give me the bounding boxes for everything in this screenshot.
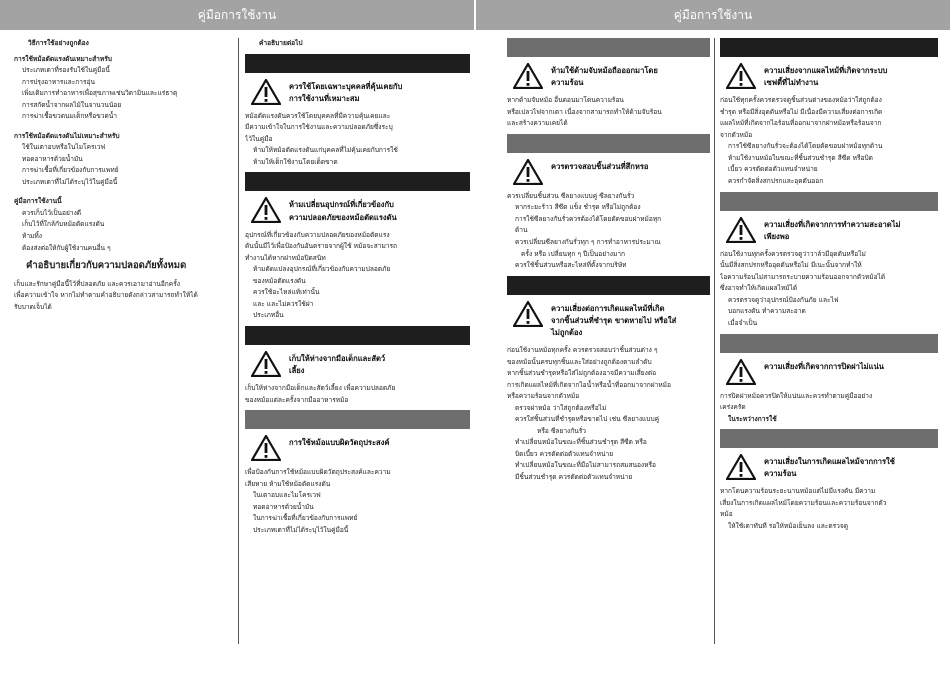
list-item: บิดเบี้ยว ควรตัดต่อตัวแทนจำหน่าย (515, 449, 614, 458)
warning-title: จากชิ้นส่วนที่ชำรุด ขาดหายไป หรือใส่ (551, 315, 677, 325)
warning-block (726, 217, 938, 243)
column-warnings-1 (245, 38, 470, 537)
list-item: ตรวจฝาหม้อ ว่าใส่ถูกต้องหรือไม่ (515, 403, 607, 412)
list-item: ทอดอาหารด้วยน้ำมัน (22, 154, 83, 163)
warning-title: ความเสี่ยงที่เกิดจากการปิดฝาไม่แน่น (764, 361, 884, 371)
warning-block (251, 197, 470, 223)
column-divider (238, 38, 239, 644)
list-item: ควรตรวจดูว่าอุปกรณ์ป้องกันภัย และไฟ (728, 295, 839, 304)
section-bar (245, 54, 470, 73)
column-divider (714, 38, 715, 644)
warning-icon (251, 435, 281, 461)
body-line: และสร้างความเคยได้ (507, 119, 568, 128)
body-line: หากด้ามจับหม้อ อื่นตอนมาโดนความร้อน (507, 96, 624, 105)
section-bar (720, 192, 938, 211)
warning-icon (251, 351, 281, 377)
warning-icon (251, 197, 281, 223)
body-line: ควรเปลี่ยนชิ้นส่วน ซีลยางแบบคู่ ซีลยางกันรั่ว (507, 191, 635, 200)
section-bar (507, 134, 710, 153)
body-line: หม้อ (720, 510, 733, 519)
body-line: เก็บให้ห่างจากมือเด็กและสัตว์เลี้ยง เพื่อความปลอดภัย (245, 384, 396, 393)
warning-icon (513, 63, 543, 89)
list-item: เมื่อจำเป็น (728, 319, 758, 327)
warning-icon (726, 359, 756, 385)
section-title: การใช้หม้อตัดแรงดันเหมาะสำหรับ (14, 54, 112, 63)
warning-icon (726, 454, 756, 480)
body-line: ก่อนใช้งานหม้อทุกครั้ง ควรตรวจสอบว่าชิ้นส่วนต่าง ๆ (507, 346, 658, 355)
list-item: ครั้ง หรือ เปลี่ยนทุก ๆ ปีเป็นอย่างมาก (521, 249, 626, 258)
list-item: ของหม้อตัดแรงดัน (253, 276, 306, 285)
section-bar (507, 38, 710, 57)
body-line: ซึ่งอาจทำให้เกิดแผลไหม้ได้ (720, 284, 798, 293)
warning-icon (726, 63, 756, 89)
list-item: การฆ่าเชื้อขวดนมเด็กหรือขวดน้ำ (22, 112, 117, 121)
warning-icon (251, 79, 281, 105)
emphasis-line: ในระหว่างการใช้ (728, 414, 777, 423)
warning-title: ความเสี่ยงในการเกิดแผลไหม้จากการใช้ (764, 457, 895, 467)
list-item: หรือ ซีลยางกันรั่ว (537, 426, 586, 435)
warning-title: ควรตรวจสอบชิ้นส่วนที่สึกหรอ (551, 161, 649, 171)
body-line: หากชิ้นส่วนชำรุดหรือใส่ไม่ถูกต้องอาจมีความเสี่ยงต่อ (507, 369, 657, 378)
column-warnings-2 (507, 38, 710, 483)
safety-heading: คำอธิบายเกี่ยวกับความปลอดภัยทั้งหมด (26, 260, 187, 272)
warning-title: ความปลอดภัยของหม้อตัดแรงดัน (289, 212, 397, 222)
body-line: อุปกรณ์ที่เกี่ยวข้องกับความปลอดภัยของหม้อตัดแรง (245, 230, 390, 239)
list-item: เก็บไว้ที่ใกล้กับหม้อตัดแรงดัน (22, 220, 105, 229)
body-line: การปิดฝาหม้อควรปิดให้แน่นและควรทำตามคู่มืออย่าง (720, 391, 873, 400)
body-line: รับบาดเจ็บได้ (14, 302, 52, 311)
body-line: ของหม้อนั้นครบทุกชิ้นและใส่อย่างถูกต้องตามลำดับ (507, 357, 652, 366)
column-warnings-3 (720, 38, 938, 533)
list-item: ควรใช้อะไหล่แท้เท่านั้น (253, 288, 320, 297)
list-item: ต้องส่งต่อให้กับผู้ใช้งานคนอื่น ๆ (22, 243, 111, 252)
warning-title: การใช้งานที่เหมาะสม (289, 93, 360, 103)
warning-title: ความร้อน (764, 469, 797, 479)
warning-title: เพียงพอ (764, 231, 790, 241)
warning-block (251, 351, 470, 377)
warning-icon (513, 159, 543, 185)
warning-title: การใช้หม้อแบบผิดวัตถุประสงค์ (289, 438, 390, 448)
warning-icon (726, 217, 756, 243)
section-title: การใช้หม้อตัดแรงดันไม่เหมาะสำหรับ (14, 131, 120, 140)
body-line: เก็บและรักษาคู่มือนี้ไว้ที่ปลอดภัย และควรเอามาอ่านอีกครั้ง (14, 279, 180, 288)
intro-line: คำอธิบายต่อไป (259, 39, 303, 47)
body-line: การเกิดแผลไหม้ที่เกิดจากไอน้ำหรือน้ำที่ออกมาจากฝาหม้อ (507, 380, 671, 389)
list-item: การปรุงอาหารและการอุ่น (22, 77, 95, 86)
section-title: วิธีการใช้อย่างถูกต้อง (28, 39, 89, 47)
list-item: ทอดอาหารด้วยน้ำมัน (253, 502, 314, 511)
warning-title: ความเสี่ยงจากแผลไหม้ที่เกิดจากระบบ (764, 66, 888, 75)
warning-title: ห้ามเปลี่ยนอุปกรณ์ที่เกี่ยวข้องกับ (289, 200, 394, 210)
list-item: ควรเก็บไว้เป็นอย่างดี (22, 208, 82, 217)
list-item: ทำเปลี่ยนหม้อในขณะที่ชิ้นส่วนชำรุด สีซีด หรือ (515, 438, 647, 447)
warning-title: เลี้ยง (289, 366, 305, 376)
section-title: คู่มือการใช้งานนี้ (14, 197, 62, 206)
warning-block (726, 359, 938, 385)
body-line: ก่อนใช้งานทุกครั้งควรตรวจดูว่าวาล์วมีอุดตันหรือไม่ (720, 249, 866, 258)
list-item: ประเภทเตาที่ไม่ได้ระบุไว้ในคู่มือนี้ (22, 177, 118, 186)
section-bar (507, 276, 710, 295)
list-item: ห้ามทิ้ง (22, 231, 42, 240)
list-item: ประเภทเตาที่ไม่ได้ระบุไว้ในคู่มือนี้ (253, 526, 349, 534)
warning-block (251, 79, 470, 105)
section-bar (245, 410, 470, 429)
list-item: มีชิ้นส่วนชำรุด ควรตัดต่อตัวแทนจำหน่าย (515, 472, 633, 481)
section-bar (720, 38, 938, 57)
list-item: ห้ามตัดแปลงอุปกรณ์ที่เกี่ยวข้องกับความปลอดภัย (253, 265, 391, 274)
body-line: หรือความร้อนจากตัวหม้อ (507, 392, 580, 401)
body-line: แผลไหม้ที่เกิดจากไอร้อนที่ออกมาจากฝาหม้อหรือร้อนจาก (720, 119, 882, 128)
list-item: ให้ใช้เตาทันที รอให้หม้อเย็นลง และตรวจดู (728, 522, 849, 530)
warning-title: ไม่ถูกต้อง (551, 327, 583, 337)
warning-block (513, 63, 710, 89)
list-item: ด้าน (515, 226, 528, 235)
list-item: การสกัดน้ำจากผลไม้ในจานวนน้อย (22, 100, 122, 109)
list-item: ใช้ในเตาอบหรือในไมโครเวฟ (22, 143, 106, 152)
header-right: คู่มือการใช้งาน (476, 0, 950, 30)
list-item: เพิ่มเติมการทำอาหารเพื่อสุขภาพเช่นวิตามินและแร่ธาตุ (22, 89, 178, 98)
list-item: ห้ามใช้งานหม้อในขณะที่ชิ้นส่วนชำรุด สีซีด หรือบิด (728, 153, 873, 162)
body-line: ของหม้อแต่ละครั้งจากมืออาหารหม้อ (245, 395, 349, 404)
body-line: ชำรุด หรือมีสิ่งอุดตันหรือไม่ มีเนื่องมีความเสี่ยงต่อการเกิด (720, 107, 883, 116)
body-line: มีความเข้าใจในการใช้งานและความปลอดภัยซึ่งระบุ (245, 123, 393, 132)
body-line: เคร่งครัด (720, 403, 746, 412)
body-line: เพื่อป้องกันการใช้หม้อแบบผิดวัตถุประสงค์และความ (245, 468, 391, 477)
body-line: ทำงานได้หากฝาหม้อปิดสนิท (245, 253, 326, 262)
list-item: การฆ่าเชื้อที่เกี่ยวข้องกับการแพทย์ (22, 166, 119, 175)
body-line: ไอความร้อนไม่สามารถระบายความร้อนออกจากตัวหม้อได้ (720, 272, 886, 281)
warning-block (251, 435, 470, 461)
body-line: จากตัวหม้อ (720, 130, 753, 139)
body-line: หากระยะร้าว สีซีด แข็ง ชำรุด หรือไม่ถูกต้อง (515, 203, 641, 212)
list-item: ควรใช้ชิ้นส่วนหรือสะไหล่ที่ตั้งจากบริษัท (515, 261, 627, 270)
list-item: ห้ามให้เด็กใช้งานโดยเด็ดขาด (253, 157, 338, 166)
warning-block (513, 159, 710, 185)
body-line: หากโดนความร้อนระยะนานหม้อแต่ไม่มีแรงดัน มีความ (720, 487, 876, 496)
list-item: ควรกำจัดสิ่งสกปรกและอุดตันออก (728, 177, 824, 185)
body-line: หม้อตัดแรงดันควรใช้โดยบุคคลที่มีความคุ้นเคยและ (245, 111, 391, 120)
body-line: นั้นมีสิ่งสกปรกหรืออุดตันหรือไม่ มีเนะนั้นจากทำให้ (720, 261, 862, 270)
warning-block (726, 454, 938, 480)
list-item: เบี้ยว ควรตัดต่อตัวแทนจำหน่าย (728, 165, 818, 174)
warning-title: เก็บให้ห่างจากมือเด็กและสัตว์ (289, 354, 386, 363)
warning-title: ความเสี่ยงที่เกิดจากการทำความสะอาดไม่ (764, 219, 901, 229)
section-bar (720, 429, 938, 448)
header-left: คู่มือการใช้งาน (0, 0, 474, 30)
section-bar (245, 326, 470, 345)
list-item: ควรเปลี่ยนซีลยางกันรั่วทุก ๆ การทำอาหารประมาณ (515, 238, 661, 246)
body-line: ดันนั้นมีไว้เพื่อป้องกันอันตรายจากผู้ใช้ หม้อจะสามารถ (245, 242, 398, 251)
list-item: และ และไม่ควรใช้ฝา (253, 299, 314, 308)
body-line: ก่อนใช้ทุกครั้งควรตรวจดูชิ้นส่วนต่างของหม้อว่าใส่ถูกต้อง (720, 96, 882, 105)
list-item: บอกแรงดัน ทำความสะอาด (728, 307, 806, 316)
section-bar (720, 334, 938, 353)
list-item: การใช้ซีลยางกันรั่วควรต้องได้โดยตัดขอบฝาหม้อทุก (515, 214, 662, 223)
list-item: ในการฆ่าเชื้อที่เกี่ยวข้องกับการแพทย์ (253, 514, 358, 523)
list-item: การใช้ซีลยางกันรั่วจะต้องได้โดยตัดขอบฝาหม้อทุกด้าน (728, 142, 883, 151)
body-line: เสี่ยงในการเกิดแผลไหม้โดยความร้อนและความร้อนจากตัว (720, 498, 887, 507)
section-bar (245, 172, 470, 191)
warning-title: ควรใช้โดยเฉพาะบุคคลที่คุ้นเคยกับ (289, 81, 403, 91)
warning-title: ความเสี่ยงต่อการเกิดแผลไหม้ที่เกิด (551, 303, 665, 313)
list-item: ในเตาอบและไมโครเวฟ (253, 491, 321, 500)
warning-block (513, 301, 710, 339)
list-item: ควรใส่ชิ้นส่วนที่ชำรุดหรือขาดไป เช่น ซีลยางแบบคู่ (515, 415, 660, 424)
body-line: เสียหาย ห้ามใช้หม้อตัดแรงดัน (245, 479, 331, 488)
list-item: ประเภทเตาที่รองรับใช้ในคู่มือนี้ (22, 66, 110, 75)
warning-icon (513, 301, 543, 327)
column-usage (14, 38, 229, 313)
warning-title: ความร้อน (551, 78, 584, 88)
list-item: ประเภทอื่น (253, 311, 284, 320)
warning-block (726, 63, 938, 89)
body-line: เพื่อความเข้าใจ หากไม่ทำตามคำอธิบายดังกล่าวสามารถทำให้ได้ (14, 291, 198, 300)
body-line: ไว้ในคู่มือ (245, 134, 273, 143)
warning-title: ห้ามใช้ด้ามจับหม้อถือออกมาโดย (551, 66, 658, 75)
warning-title: เซฟตี้ที่ไม่ทำงาน (764, 78, 819, 88)
list-item: ห้ามให้หม้อตัดแรงดันแก่บุคคลที่ไม่คุ้นเคยกับการใช้ (253, 146, 398, 155)
list-item: ทำเปลี่ยนหม้อในขณะที่มือไม่สามารถสมสนองหรือ (515, 461, 657, 470)
body-line: หรือเปลวไฟจากเตา เนื่องจากสามารถทำให้ด้ามจับร้อน (507, 107, 662, 116)
